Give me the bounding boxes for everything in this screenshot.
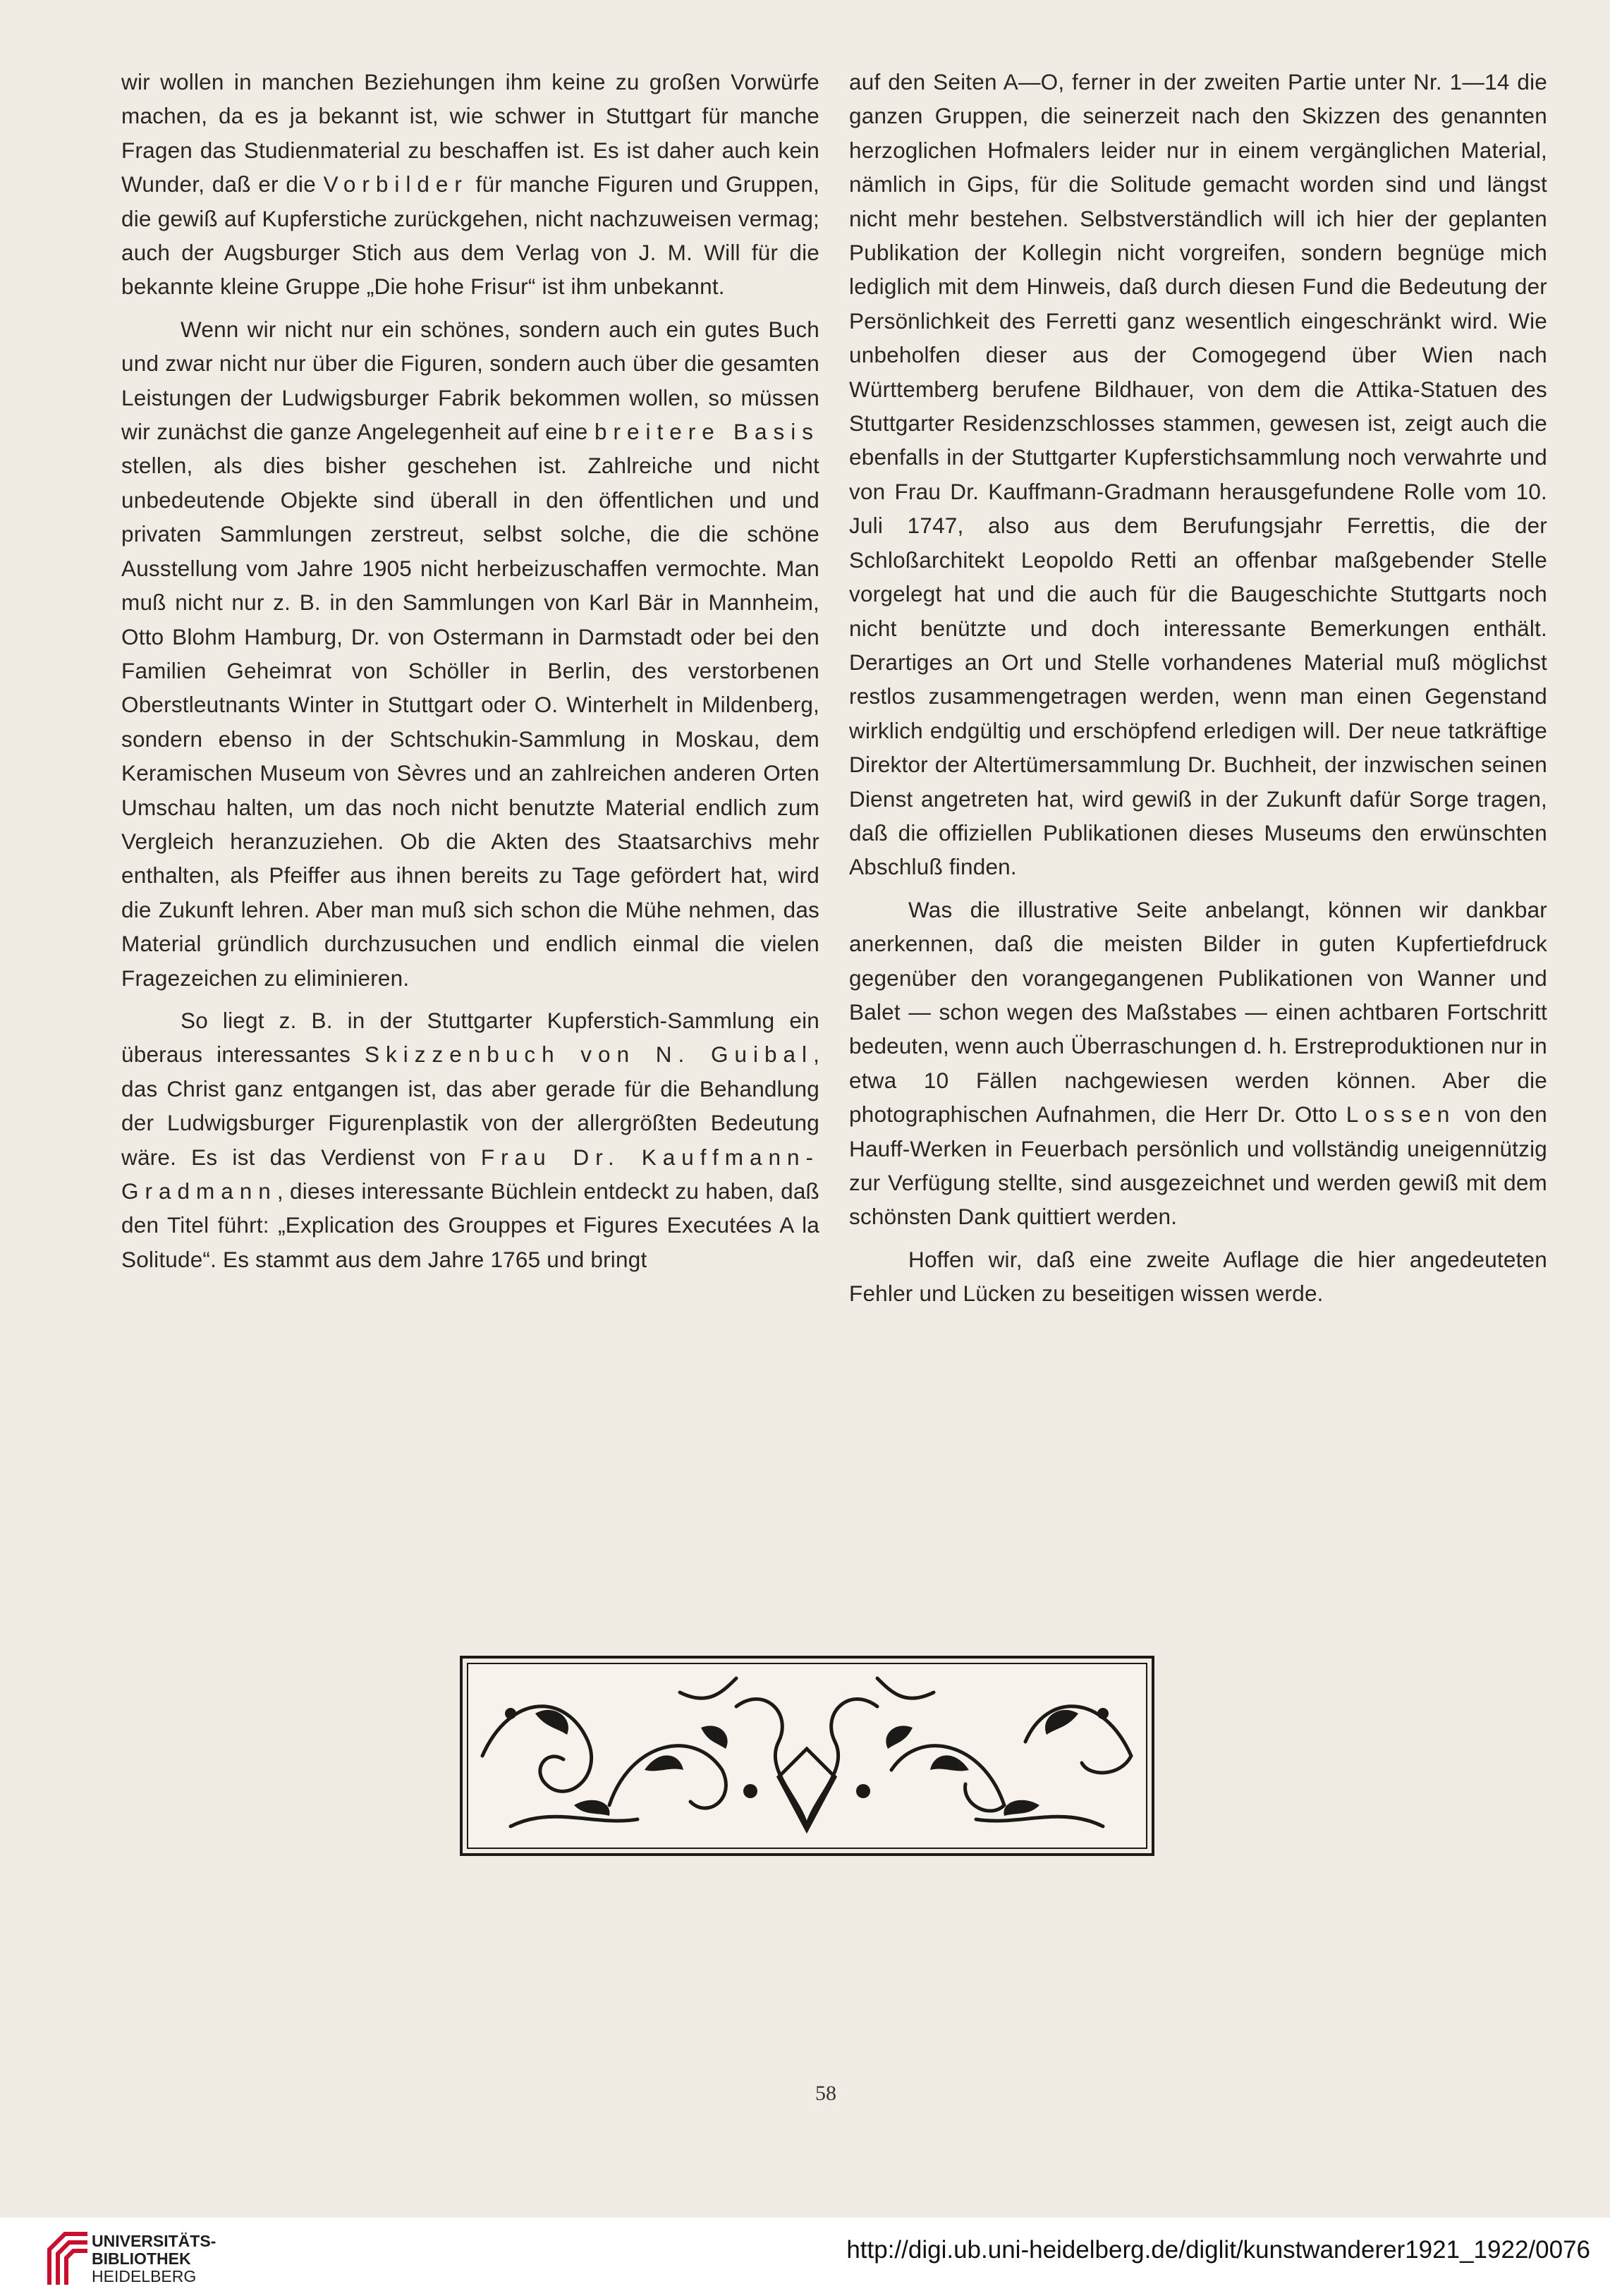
ornament-frame <box>460 1656 1154 1856</box>
library-name <box>92 2233 216 2285</box>
left-paragraph-3 <box>121 1003 819 1276</box>
text-run: , dieses interessante Büchlein entdeckt zu haben, daß den Titel führt: „Explication des Grouppes et Figures Executées A la Solitude“. Es stammt aus dem Jahre 1765 und bringt <box>121 1178 819 1272</box>
arabesque-ornament <box>467 1663 1147 1849</box>
left-paragraph-1 <box>121 65 819 304</box>
text-run: Wenn wir nicht nur ein schönes, sondern auch ein gutes Buch und zwar nicht nur über die Figuren, sondern auch über die gesamten Leistungen der Ludwigsburger Fabrik bekommen wollen, so müssen wir zunächst die ganze Angelegenheit auf eine <box>121 316 819 445</box>
right-column <box>849 65 1547 1311</box>
spaced-emphasis-text: Vorbilder <box>323 171 468 197</box>
text-run: auf den Seiten A—O, ferner in der zweiten Partie unter Nr. 1—14 die ganzen Gruppen, die seinerzeit nach den Skizzen des genannten herzoglichen Hofmalers leider nur in einem vergänglichen Material, nämlich in Gips, für die Solitude gemacht worden sind und längst nicht mehr bestehen. Selbstverständlich will ich hier der geplanten Publikation der Kollegin nicht vorgreifen, sondern begnüge mich lediglich mit dem Hinweis, daß durch diesen Fund die Bedeutung der Persönlichkeit des Ferretti ganz wesentlich eingeschränkt wird. Wie unbeholfen dieser aus der Comogegend über Wien nach Württemberg berufene Bildhauer, von dem die Attika-Statuen des Stuttgarter Residenzschlosses stammen, gewesen ist, zeigt auch die ebenfalls in der Stuttgarter Kupferstichsammlung noch verwahrte und von Frau Dr. Kauffmann-Gradmann herausgefundene Rolle vom 10. Juli 1747, also aus dem Berufungsjahr Ferrettis, die der Schloßarchitekt Leopoldo Retti an offenbar maßgebender Stelle vorgelegt hat und die auch für die Baugeschichte Stuttgarts noch nicht benützte und doch interessante Bemerkungen enthält. Derartiges an Ort und Stelle vorhandenes Material muß möglichst restlos zusammengetragen werden, wenn man einen Gegenstand wirklich endgültig und erschöpfend erledigen will. Der neue tatkräftige Direktor der Altertümersammlung Dr. Buchheit, der inzwischen seinen Dienst angetreten hat, wird gewiß in der Zukunft dafür Sorge tragen, daß die offiziellen Publikationen dieses Museums den erwünschten Abschluß finden. <box>849 69 1547 880</box>
library-name-line-1: UNIVERSITÄTS- <box>92 2232 217 2250</box>
text-run: So liegt z. B. in der Stuttgarter Kupferstich-Sammlung ein überaus interessantes <box>121 1007 819 1068</box>
text-run: Was die illustrative Seite anbelangt, können wir dankbar anerkennen, daß die meisten Bilder in guten Kupfertiefdruck gegenüber den vorangegangenen Publikationen von Wanner und Balet — schon wegen des Maßstabes — einen achtbaren Fortschritt bedeuten, wenn auch Überraschungen d. h. Erstreproduktionen nur in etwa 10 Fällen nachgewiesen werden können. Aber die photographischen Aufnahmen, die Herr Dr. Otto <box>849 896 1547 1128</box>
right-paragraph-3 <box>849 1242 1547 1311</box>
page-number: 58 <box>815 2082 836 2105</box>
text-run: , das Christ ganz entgangen ist, das aber gerade für die Behandlung der Ludwigsburger Figurenplastik von der allergrößten Bedeutung wäre. Es ist das Verdienst von <box>121 1042 820 1170</box>
text-run: wir wollen in manchen Beziehungen ihm keine zu großen Vorwürfe machen, da es ja bekannt ist, wie schwer in Stuttgart für manche Fragen das Studienmaterial zu beschaffen ist. Es ist daher auch kein Wunder, daß er die <box>121 69 819 197</box>
arabesque-ornament-icon <box>468 1664 1146 1848</box>
left-column <box>121 65 819 1276</box>
text-run: stellen, als dies bisher geschehen ist. Zahlreiche und nicht unbedeutende Objekte sind überall in den öffentlichen und und privaten Sammlungen zerstreut, selbst solche, die die schöne Ausstellung vom Jahre 1905 nicht herbeizuschaffen vermochte. Man muß nicht nur z. B. in den Sammlungen von Karl Bär in Mannheim, Otto Blohm Hamburg, Dr. von Ostermann in Darmstadt oder bei den Familien Geheimrat von Schöller in Berlin, des verstorbenen Oberstleutnants Winter in Stuttgart oder O. Winterhelt in Mildenberg, sondern ebenso in der Schtschukin-Sammlung in Moskau, dem Keramischen Museum von Sèvres und an zahlreichen anderen Orten Umschau halten, um das noch nicht benutzte Material endlich zum Vergleich heranzuziehen. Ob die Akten des Staatsarchivs mehr enthalten, als Pfeiffer aus ihnen bereits zu Tage gefördert hat, wird die Zukunft lehren. Aber man muß sich schon die Mühe nehmen, das Material gründlich durchzusuchen und endlich einmal die vielen Fragezeichen zu eliminieren. <box>121 453 819 991</box>
library-name-line-3: HEIDELBERG <box>92 2267 197 2285</box>
left-paragraph-2 <box>121 312 819 995</box>
spaced-emphasis-text: Lossen <box>1346 1101 1456 1128</box>
text-run: für manche Figuren und Gruppen, die gewiß auf Kupferstiche zurückgehen, nicht nachzuweisen vermag; auch der Augsburger Stich aus dem Verlag von J. M. Will für die bekannte kleine Gruppe „Die hohe Frisur“ ist ihm unbekannt. <box>121 171 819 300</box>
spaced-emphasis-text: Frau Dr. Kauffmann-Gradmann <box>121 1144 819 1204</box>
library-name-line-2: BIBLIOTHEK <box>92 2249 191 2268</box>
library-logo-icon <box>44 2228 93 2288</box>
spaced-emphasis-text: Skizzenbuch von N. Guibal <box>365 1042 814 1068</box>
right-paragraph-2 <box>849 893 1547 1234</box>
source-url-link[interactable]: http://digi.ub.uni-heidelberg.de/diglit/kunstwanderer1921_1922/0076 <box>846 2236 1590 2264</box>
spaced-emphasis-text: breitere Basis <box>594 419 819 445</box>
right-paragraph-1 <box>849 65 1547 884</box>
text-run: Hoffen wir, daß eine zweite Auflage die hier angedeuteten Fehler und Lücken zu beseitigen wissen werde. <box>849 1246 1547 1307</box>
text-run: von den Hauff-Werken in Feuerbach persönlich und vollständig uneigennützig zur Verfügung stellte, sind ausgezeichnet und werden gewiß mit dem schönsten Dank quittiert werden. <box>849 1101 1547 1230</box>
